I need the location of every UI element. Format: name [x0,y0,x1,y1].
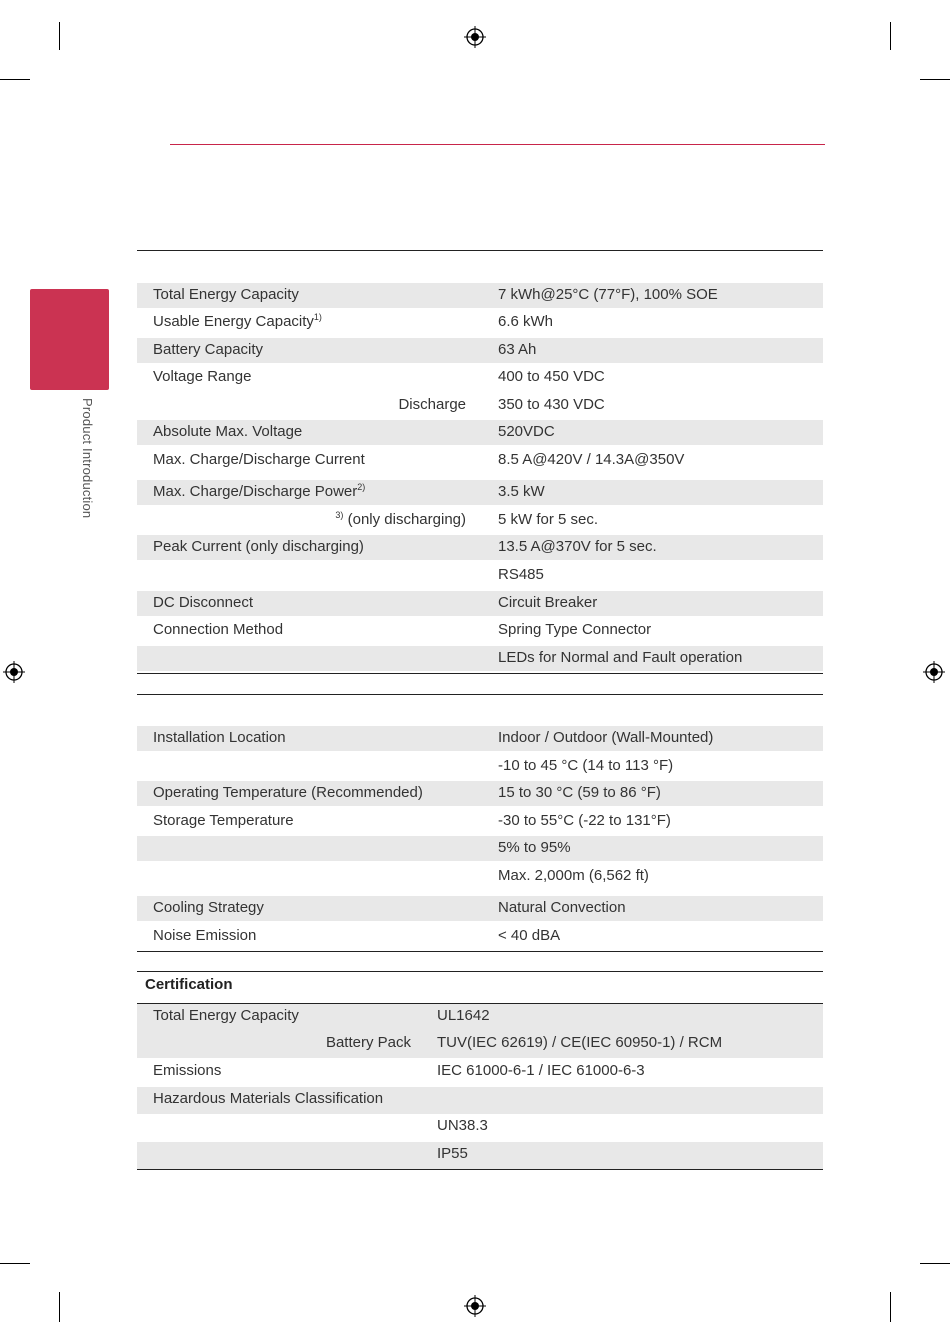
crop-mark [920,79,950,80]
spec-value: 63 Ah [498,341,537,358]
spec-value: -10 to 45 °C (14 to 113 °F) [498,757,674,774]
table-row [137,393,823,418]
table-row [137,924,823,949]
spec-label: Storage Temperature [153,812,294,829]
spec-value: 350 to 430 VDC [498,396,605,413]
spec-value: 520VDC [498,423,555,440]
spec-value: 8.5 A@420V / 14.3A@350V [498,451,685,468]
table-rule [137,673,823,674]
footnote-marker: 2) [357,482,366,492]
spec-value: IP55 [437,1145,468,1162]
spec-value: UL1642 [437,1007,490,1024]
table-row [137,781,823,806]
spec-label: Total Energy Capacity [153,1007,299,1024]
spec-label: Noise Emission [153,927,257,944]
crop-mark [890,1292,891,1322]
spec-label: Absolute Max. Voltage [153,423,303,440]
spec-value: TUV(IEC 62619) / CE(IEC 60950-1) / RCM [437,1034,723,1051]
table-row [137,1087,823,1114]
spec-label: Max. Charge/Discharge Power$^{2)}$ [153,482,366,500]
spec-value: Circuit Breaker [498,594,598,611]
table-rule [137,250,823,251]
table-row [137,836,823,861]
table-row [137,1031,823,1058]
table-row [137,448,823,473]
table-row [137,646,823,671]
table-row [137,1142,823,1169]
footnote-marker: 1) [313,312,322,322]
crop-mark [890,22,891,50]
spec-value: IEC 61000-6-1 / IEC 61000-6-3 [437,1062,645,1079]
table-row [137,420,823,445]
spec-value: 400 to 450 VDC [498,368,605,385]
spec-value: Indoor / Outdoor (Wall-Mounted) [498,729,714,746]
spec-value: 15 to 30 °C (59 to 86 °F) [498,784,661,801]
spec-label: Total Energy Capacity [153,286,299,303]
table-row [137,864,823,889]
spec-sublabel: Battery Pack [325,1034,411,1051]
table-row [137,896,823,921]
spec-label: Cooling Strategy [153,899,264,916]
table-row [137,338,823,363]
table-row [137,1114,823,1141]
spec-value: -30 to 55°C (-22 to 131°F) [498,812,671,829]
spec-value: UN38.3 [437,1117,488,1134]
table-row [137,1059,823,1086]
spec-value: LEDs for Normal and Fault operation [498,649,743,666]
table-row [137,726,823,751]
table-row [137,508,823,533]
spec-value: Max. 2,000m (6,562 ft) [498,867,649,884]
spec-label: Connection Method [153,621,284,638]
table-row [137,591,823,616]
crop-mark [920,1263,950,1264]
registration-mark-icon [3,661,25,683]
certification-title: Certification [145,976,233,993]
table-row [137,1004,823,1032]
table-rule [137,1169,823,1170]
spec-sublabel: Discharge [398,396,466,413]
table-row [137,563,823,588]
crop-mark [59,1292,60,1322]
crop-mark [0,79,30,80]
table-rule [137,951,823,952]
spec-label: Voltage Range [153,368,252,385]
table-row [137,618,823,643]
spec-label: Usable Energy Capacity$^{1)}$ [153,312,322,330]
spec-value: 3.5 kW [498,483,545,500]
spec-label: Max. Charge/Discharge Current [153,451,365,468]
spec-value: 6.6 kWh [498,313,554,330]
registration-mark-icon [464,1295,486,1317]
table-row [137,365,823,390]
spec-value: RS485 [498,566,544,583]
spec-label: Installation Location [153,729,286,746]
spec-value: 5% to 95% [498,839,571,856]
registration-mark-icon [923,661,945,683]
table-rule [137,694,823,695]
table-row [137,754,823,779]
spec-value: 7 kWh@25°C (77°F), 100% SOE [498,286,718,303]
spec-label: Emissions [153,1062,222,1079]
section-tab [30,289,109,390]
registration-mark-icon [464,26,486,48]
table-row [137,283,823,308]
table-row [137,310,823,335]
spec-value: < 40 dBA [498,927,561,944]
crop-mark [59,22,60,50]
spec-value: Spring Type Connector [498,621,652,638]
spec-value: 5 kW for 5 sec. [498,511,599,528]
header-rule [170,144,825,145]
spec-label: Battery Capacity [153,341,264,358]
crop-mark [0,1263,30,1264]
spec-value: Natural Convection [498,899,626,916]
table-rule [137,971,823,972]
spec-sublabel: $^{3)}$ (only discharging) [335,510,466,528]
table-row [137,809,823,834]
certification-header [137,976,823,1000]
footnote-marker: 3) [335,510,344,520]
section-label: Product Introduction [80,398,95,519]
table-row [137,535,823,560]
spec-label: Peak Current (only discharging) [153,538,364,555]
spec-value: 13.5 A@370V for 5 sec. [498,538,657,555]
spec-label: Hazardous Materials Classification [153,1090,384,1107]
spec-label: DC Disconnect [153,594,254,611]
table-row [137,480,823,505]
spec-label: Operating Temperature (Recommended) [153,784,423,801]
